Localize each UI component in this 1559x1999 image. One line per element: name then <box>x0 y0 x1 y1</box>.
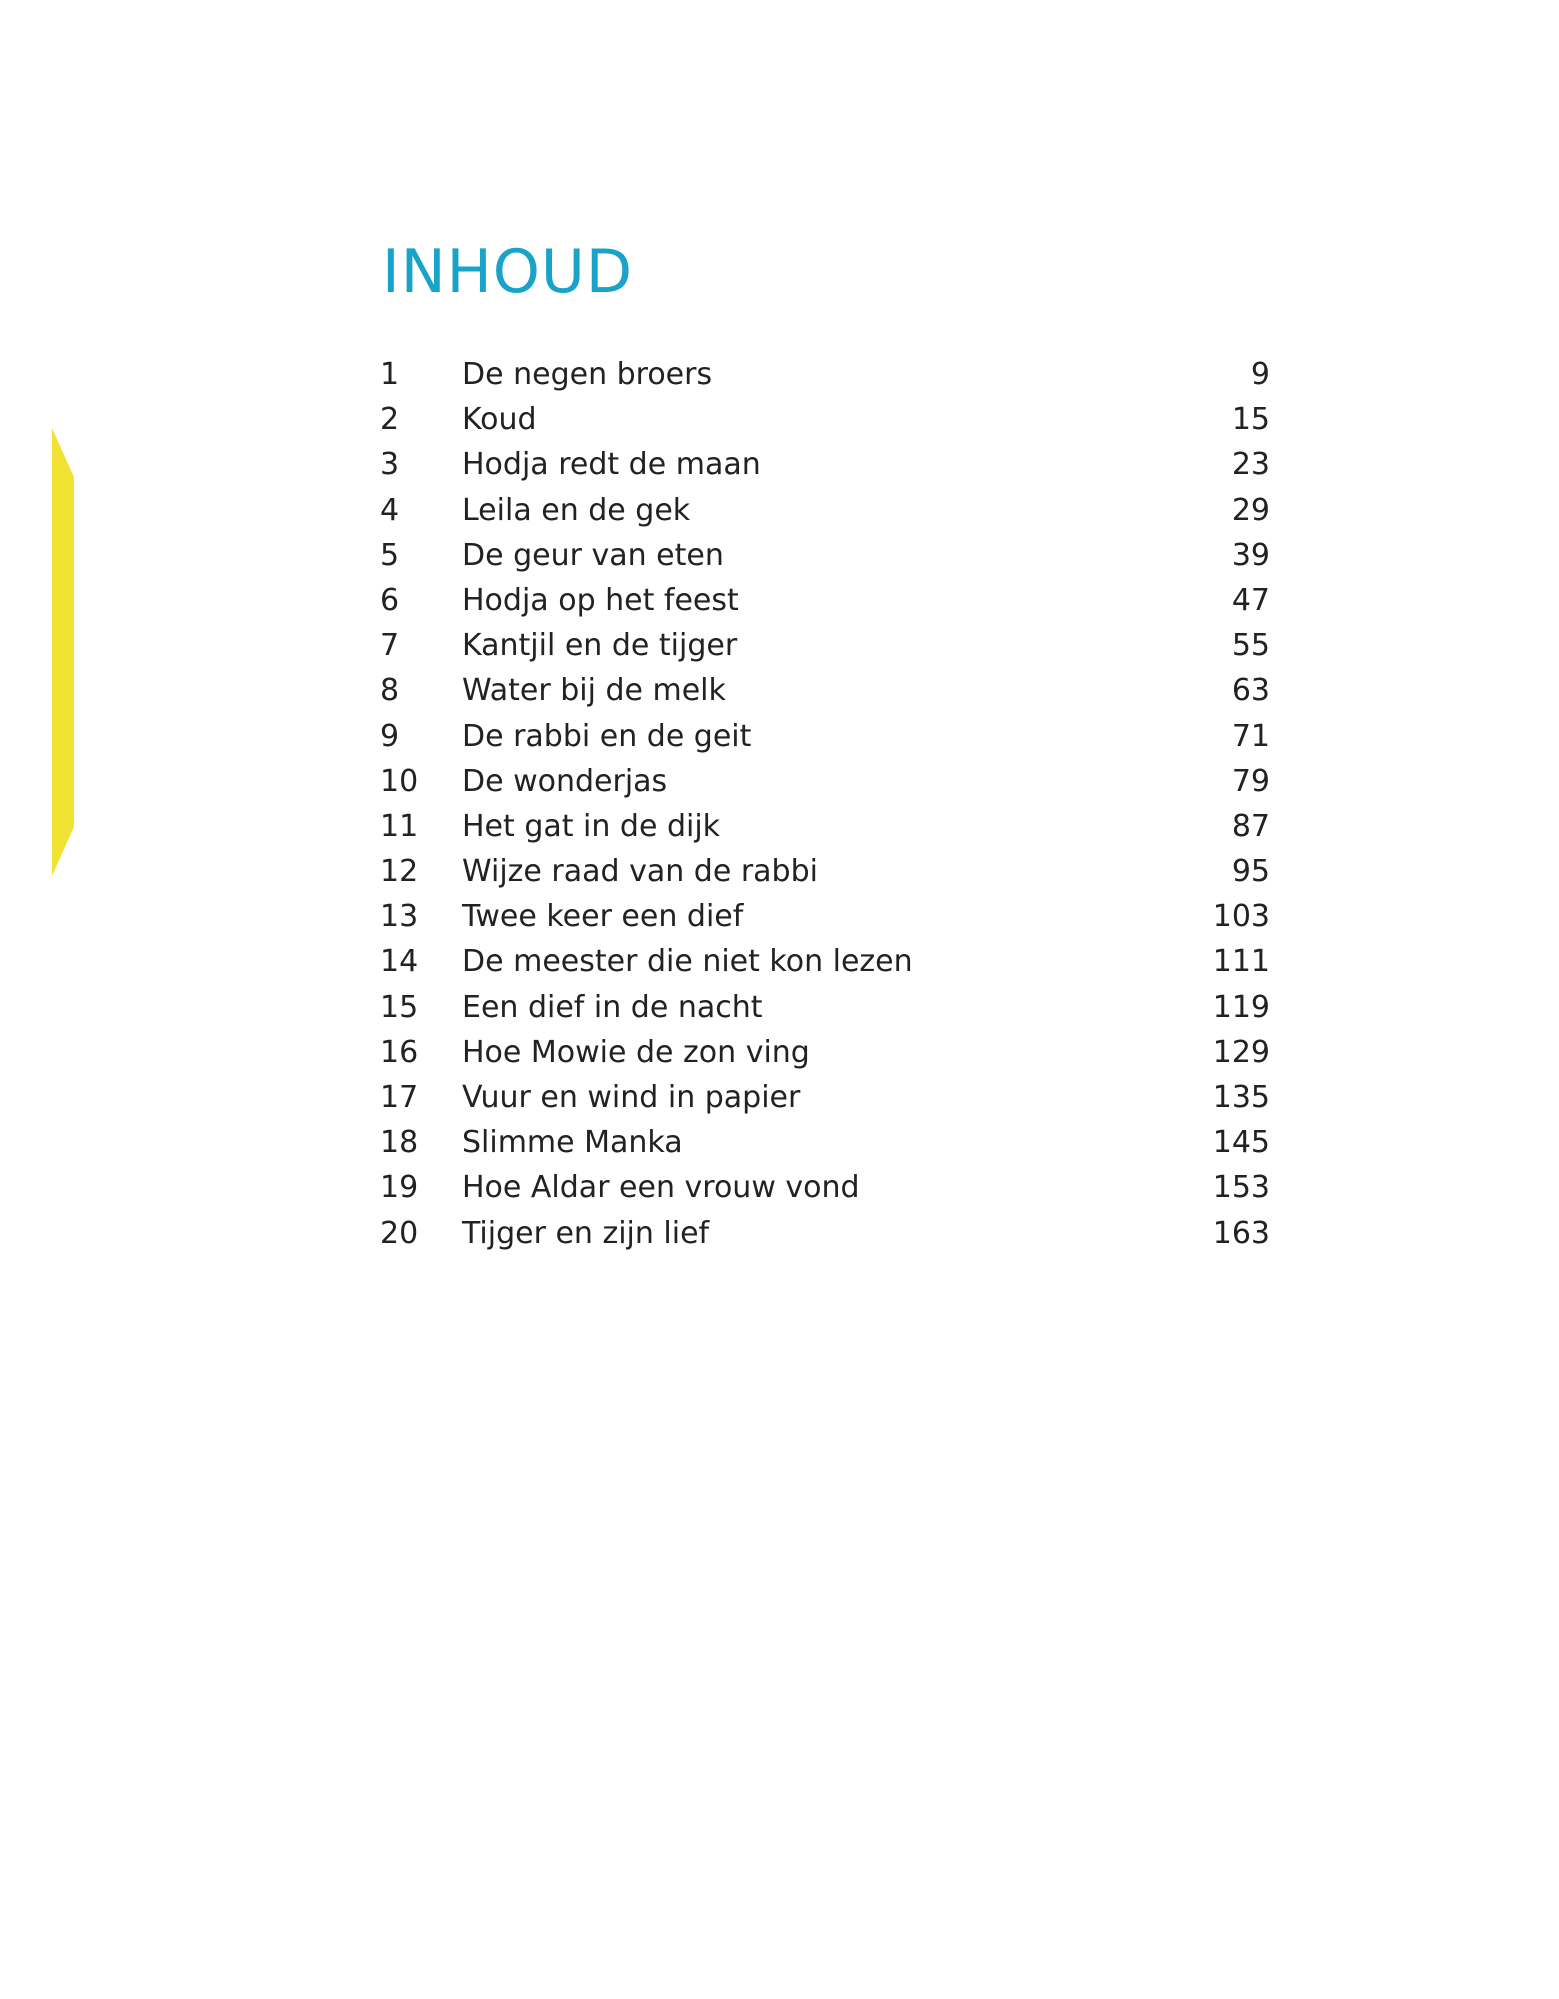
toc-entry-7 <box>380 623 1270 668</box>
toc-entry-title: Hoe Mowie de zon ving <box>462 1034 810 1070</box>
toc-entry-4 <box>380 488 1270 533</box>
toc-entry-page: 135 <box>1212 1080 1270 1115</box>
toc-entry-3 <box>380 442 1270 487</box>
toc-entry-number: 19 <box>380 1170 419 1206</box>
toc-entry-number: 1 <box>380 357 400 392</box>
toc-entry-title: Tijger en zijn lief <box>462 1215 710 1251</box>
toc-entry-6 <box>380 578 1270 623</box>
toc-entry-number: 14 <box>380 944 419 980</box>
toc-entry-title: Hodja op het feest <box>462 582 739 618</box>
toc-entry-page: 15 <box>1231 402 1270 438</box>
yellow-edge-tab <box>52 428 74 876</box>
toc-entry-12 <box>380 849 1270 894</box>
toc-entry-17 <box>380 1075 1270 1120</box>
toc-entry-number: 17 <box>380 1080 419 1115</box>
toc-entry-9 <box>380 714 1270 759</box>
toc-entry-number: 12 <box>380 854 419 890</box>
toc-entry-title: Het gat in de dijk <box>462 808 721 844</box>
toc-entry-title: Koud <box>462 402 537 438</box>
toc-entry-title: Wijze raad van de rabbi <box>462 854 818 890</box>
toc-entry-page: 145 <box>1212 1125 1270 1161</box>
toc-entry-title: Hoe Aldar een vrouw vond <box>462 1170 860 1206</box>
toc-entry-1 <box>380 352 1270 397</box>
page-title: INHOUD <box>382 237 634 307</box>
toc-entry-18 <box>380 1120 1270 1165</box>
toc-entry-8 <box>380 668 1270 713</box>
toc-entry-title: Twee keer een dief <box>462 899 744 935</box>
toc-entry-page: 55 <box>1231 628 1270 664</box>
toc-entry-19 <box>380 1165 1270 1210</box>
toc-entry-2 <box>380 397 1270 442</box>
toc-entry-number: 16 <box>380 1034 419 1070</box>
toc-entry-number: 6 <box>380 582 400 618</box>
toc-entry-number: 5 <box>380 537 400 573</box>
toc-entry-14 <box>380 939 1270 984</box>
toc-entry-title: Slimme Manka <box>462 1125 683 1161</box>
toc-entry-title: Hodja redt de maan <box>462 447 761 483</box>
toc-entry-16 <box>380 1030 1270 1075</box>
toc-entry-number: 11 <box>380 808 419 844</box>
toc-entry-5 <box>380 533 1270 578</box>
toc-entry-page: 63 <box>1231 673 1270 709</box>
toc-entry-page: 9 <box>1250 357 1270 392</box>
toc-entry-20 <box>380 1211 1270 1256</box>
table-of-contents <box>380 352 1270 1256</box>
toc-entry-number: 18 <box>380 1125 419 1161</box>
toc-entry-title: De meester die niet kon lezen <box>462 944 913 980</box>
toc-entry-page: 103 <box>1212 899 1270 935</box>
toc-entry-page: 119 <box>1212 989 1270 1025</box>
toc-entry-page: 47 <box>1231 582 1270 618</box>
toc-entry-title: Vuur en wind in papier <box>462 1080 801 1115</box>
toc-entry-title: De wonderjas <box>462 763 668 799</box>
toc-entry-number: 7 <box>380 628 400 664</box>
toc-entry-page: 87 <box>1231 808 1270 844</box>
toc-entry-page: 163 <box>1212 1215 1270 1251</box>
toc-entry-title: De rabbi en de geit <box>462 718 752 754</box>
toc-entry-15 <box>380 985 1270 1030</box>
toc-entry-title: De geur van eten <box>462 537 724 573</box>
toc-entry-title: Water bij de melk <box>462 673 726 709</box>
toc-entry-number: 4 <box>380 492 400 528</box>
toc-entry-number: 3 <box>380 447 400 483</box>
toc-entry-page: 71 <box>1231 718 1270 754</box>
toc-entry-number: 9 <box>380 718 400 754</box>
toc-entry-title: Kantjil en de tijger <box>462 628 738 664</box>
toc-entry-page: 29 <box>1231 492 1270 528</box>
toc-entry-page: 111 <box>1212 944 1270 980</box>
toc-entry-page: 39 <box>1231 537 1270 573</box>
toc-entry-page: 23 <box>1231 447 1270 483</box>
toc-entry-number: 8 <box>380 673 400 709</box>
toc-entry-number: 13 <box>380 899 419 935</box>
toc-entry-number: 15 <box>380 989 419 1025</box>
toc-entry-title: De negen broers <box>462 357 713 392</box>
toc-entry-page: 153 <box>1212 1170 1270 1206</box>
toc-entry-10 <box>380 759 1270 804</box>
toc-entry-page: 95 <box>1231 854 1270 890</box>
toc-entry-number: 20 <box>380 1215 419 1251</box>
toc-entry-number: 2 <box>380 402 400 438</box>
toc-entry-11 <box>380 804 1270 849</box>
toc-entry-page: 79 <box>1231 763 1270 799</box>
toc-entry-title: Een dief in de nacht <box>462 989 763 1025</box>
toc-entry-13 <box>380 894 1270 939</box>
toc-entry-title: Leila en de gek <box>462 492 691 528</box>
toc-entry-number: 10 <box>380 763 419 799</box>
toc-entry-page: 129 <box>1212 1034 1270 1070</box>
